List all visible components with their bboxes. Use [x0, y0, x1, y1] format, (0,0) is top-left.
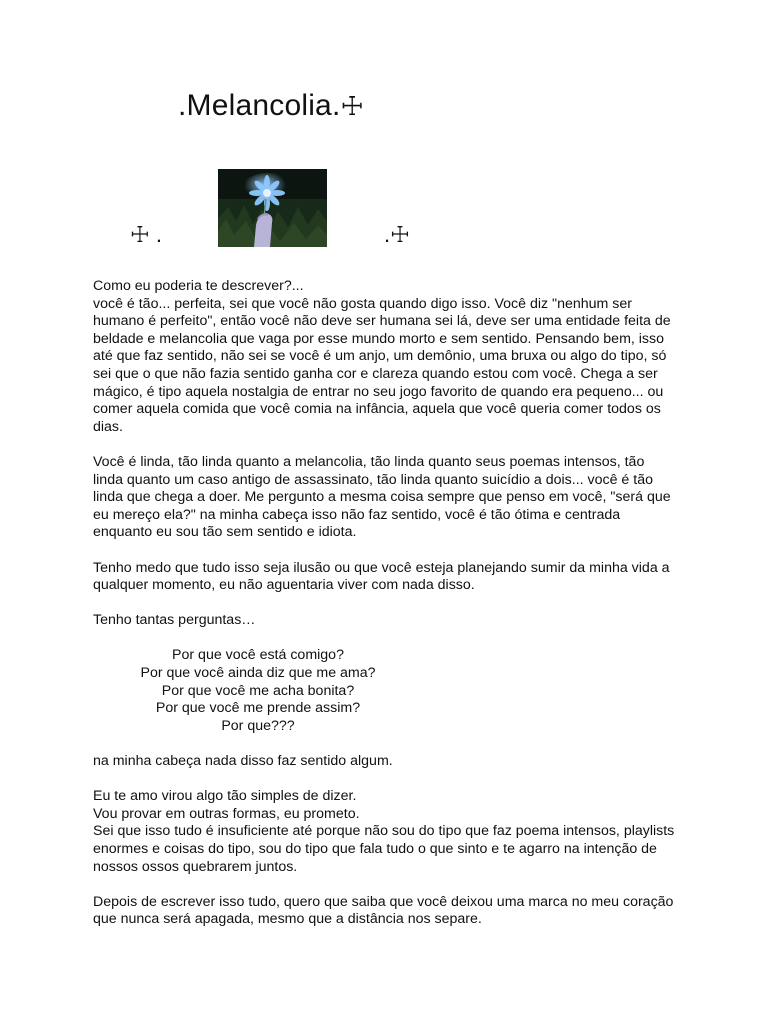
paragraph: Tenho medo que tudo isso seja ilusão ou que você esteja planejando sumir da minha vida a qualquer momento, eu não aguentaria viver com nada disso. — [93, 559, 670, 594]
paragraph — [93, 788, 678, 876]
paragraph: Tenho tantas perguntas… — [93, 612, 256, 629]
paragraph: na minha cabeça nada disso faz sentido algum. — [93, 753, 393, 770]
hand-holding-flower-icon — [218, 169, 327, 247]
title-text: .Melancolia. — [178, 89, 341, 122]
paragraph — [93, 278, 678, 436]
decor-dot: . — [384, 222, 391, 247]
cross-icon: ☩ — [390, 222, 410, 247]
decor-dot: . — [155, 222, 162, 247]
paragraph-line: Eu te amo virou algo tão simples de dizer. — [93, 788, 357, 805]
question-line: Por que você está comigo? — [172, 647, 344, 664]
question-line: Por que você me acha bonita? — [161, 682, 355, 699]
cross-icon: ☩ — [340, 91, 364, 121]
flower-photo — [218, 169, 327, 247]
page-title — [178, 86, 364, 126]
paragraph: Você é linda, tão linda quanto a melancolia, tão linda quanto seus poemas intensos, tão linda quanto um caso antigo de assassinato, tão linda quanto suicídio a dois... você é tão linda que chega a doer. Me pergunto a mesma coisa sempre que penso em você, "será que eu mereço ela?" na minha cabeça isso não faz sentido, você é tão ótima e centrada enquanto eu sou tão sem sentido e idiota. — [93, 453, 671, 541]
paragraph-line: Como eu poderia te descrever?... — [93, 278, 304, 294]
question-list — [93, 647, 423, 735]
decor-left — [130, 220, 162, 250]
letter-body — [93, 278, 678, 947]
paragraph-text: você é tão... perfeita, sei que você não gosta quando digo isso. Você diz "nenhum ser humano é perfeito", então você não deve ser humana sei lá, deve ser uma entidade feita de beldade e melancolia que vaga por esse mundo morto e sem sentido. Pensando bem, isso até que faz sentido, não sei se você é um anjo, um demônio, uma bruxa ou algo do tipo, só sei que o que não fazia sentido ganha cor e clareza quando estou com você. Chega a ser mágico, é tipo aquela nostalgia de entrar no seu jogo favorito de quando era pequeno... ou comer aquela comida que você comia na infância, aquela que você queria comer todos os dias. — [93, 295, 671, 435]
paragraph-line: Vou provar em outras formas, eu prometo. — [93, 805, 360, 822]
cross-icon: ☩ — [130, 222, 150, 247]
question-line: Por que??? — [221, 717, 295, 734]
paragraph-text: Sei que isso tudo é insuficiente até porque não sou do tipo que faz poema intensos, playlists enormes e coisas do tipo, sou do tipo que fala tudo o que sinto e te agarro na intenção de nossos ossos quebrarem juntos. — [93, 823, 675, 875]
paragraph: Depois de escrever isso tudo, quero que saiba que você deixou uma marca no meu coração que nunca será apagada, mesmo que a distância nos separe. — [93, 893, 674, 928]
question-line: Por que você me prende assim? — [155, 700, 361, 717]
decor-right — [384, 220, 410, 250]
question-line: Por que você ainda diz que me ama? — [140, 665, 376, 682]
